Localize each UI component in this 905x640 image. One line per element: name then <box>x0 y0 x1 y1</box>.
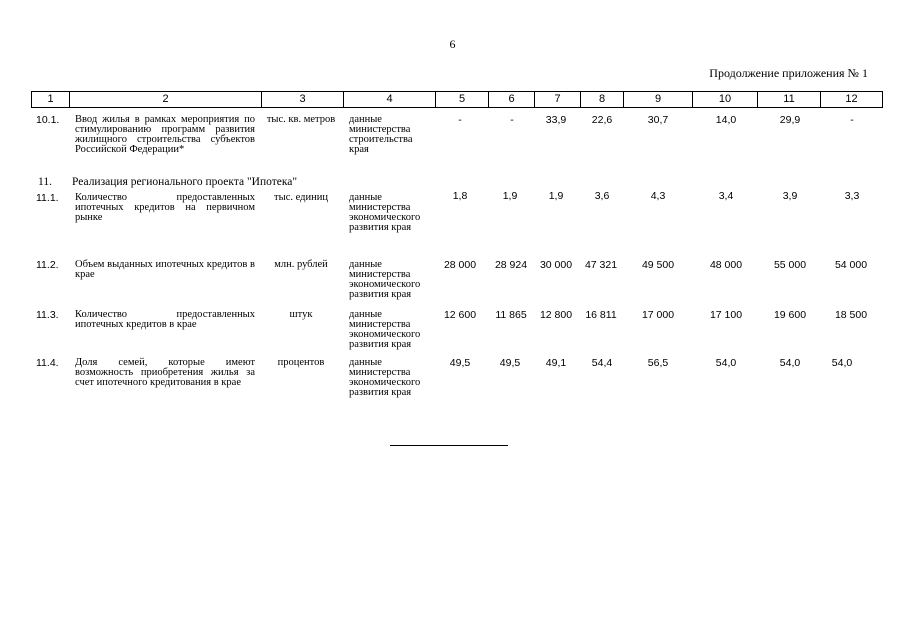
header-col-5: 5 <box>436 92 489 107</box>
row-value: 1,9 <box>548 190 564 202</box>
row-value: 16 811 <box>585 309 617 321</box>
footer-divider <box>390 445 508 446</box>
row-value: 54,4 <box>591 357 613 369</box>
row-value: 33,9 <box>545 114 567 126</box>
row-value: 54,0 <box>779 357 801 369</box>
row-value: 14,0 <box>715 114 737 126</box>
row-value: 17 100 <box>709 309 743 321</box>
row-value: 30 000 <box>539 259 573 271</box>
row-number: 11.1. <box>36 192 59 204</box>
row-value: - <box>458 114 462 126</box>
row-source: данные министерства экономического развития края <box>349 259 421 300</box>
row-value: 3,4 <box>718 190 734 202</box>
row-unit: процентов <box>277 357 325 368</box>
header-col-8: 8 <box>581 92 624 107</box>
row-value: 49 500 <box>641 259 675 271</box>
row-name: Доля семей, которые имеют возможность приобретения жилья за счет ипотечного кредитования в крае <box>75 357 255 388</box>
row-number: 11.3. <box>36 309 59 321</box>
table-header-row <box>31 91 883 108</box>
row-unit: тыс. единиц <box>274 192 328 203</box>
row-source: данные министерства экономического развития края <box>349 192 421 233</box>
row-value: 28 924 <box>494 259 528 271</box>
row-value: 22,6 <box>591 114 613 126</box>
header-col-11: 11 <box>758 92 821 107</box>
header-col-6: 6 <box>489 92 535 107</box>
row-value: 11 865 <box>495 309 527 321</box>
row-value: 55 000 <box>773 259 807 271</box>
header-col-2: 2 <box>70 92 262 107</box>
row-name: Количество предоставленных ипотечных кредитов на первичном рынке <box>75 192 255 223</box>
row-value: 49,5 <box>449 357 471 369</box>
row-value: 54,0 <box>715 357 737 369</box>
row-value: 48 000 <box>709 259 743 271</box>
row-name: Количество предоставленных ипотечных кредитов в крае <box>75 309 255 330</box>
row-value: 3,6 <box>594 190 610 202</box>
row-value: 56,5 <box>647 357 669 369</box>
row-unit: штук <box>289 309 313 320</box>
row-number: 10.1. <box>36 114 60 126</box>
row-source: данные министерства экономического развития края <box>349 357 421 398</box>
row-unit: млн. рублей <box>274 259 328 270</box>
row-name: Объем выданных ипотечных кредитов в крае <box>75 259 255 280</box>
row-value: 54 000 <box>834 259 868 271</box>
row-value: 12 600 <box>443 309 477 321</box>
header-col-3: 3 <box>262 92 344 107</box>
row-value: 3,3 <box>844 190 860 202</box>
row-name: Ввод жилья в рамках мероприятия по стимулированию программ развития жилищного строительства субъектов Российской Федерации* <box>75 114 255 155</box>
row-value: 29,9 <box>779 114 801 126</box>
row-value: - <box>510 114 514 126</box>
row-value: 19 600 <box>773 309 807 321</box>
row-source: данные министерства строительства края <box>349 114 413 155</box>
row-value: - <box>850 114 854 126</box>
header-col-9: 9 <box>624 92 693 107</box>
header-col-1: 1 <box>32 92 70 107</box>
row-number: 11.2. <box>36 259 59 271</box>
row-value: 1,8 <box>452 190 468 202</box>
row-value: 1,9 <box>502 190 518 202</box>
row-value: 12 800 <box>539 309 573 321</box>
row-value: 49,5 <box>499 357 521 369</box>
row-source: данные министерства экономического развития края <box>349 309 421 350</box>
section-title: Реализация регионального проекта "Ипотека" <box>72 176 298 188</box>
section-number: 11. <box>38 176 52 188</box>
row-value: 47 321 <box>584 259 618 271</box>
header-col-7: 7 <box>535 92 581 107</box>
header-col-12: 12 <box>845 93 858 105</box>
row-value: 28 000 <box>443 259 477 271</box>
row-value: 49,1 <box>545 357 567 369</box>
row-number: 11.4. <box>36 357 59 369</box>
row-unit: тыс. кв. метров <box>266 114 336 125</box>
continuation-label: Продолжение приложения № 1 <box>709 66 868 80</box>
row-value: 17 000 <box>641 309 675 321</box>
row-value: 3,9 <box>782 190 798 202</box>
header-col-4: 4 <box>344 92 436 107</box>
row-value: 54,0 <box>831 357 853 369</box>
header-col-10: 10 <box>693 92 758 107</box>
row-value: 4,3 <box>650 190 666 202</box>
row-value: 30,7 <box>647 114 669 126</box>
row-value: 18 500 <box>834 309 868 321</box>
page-number: 6 <box>449 37 456 51</box>
